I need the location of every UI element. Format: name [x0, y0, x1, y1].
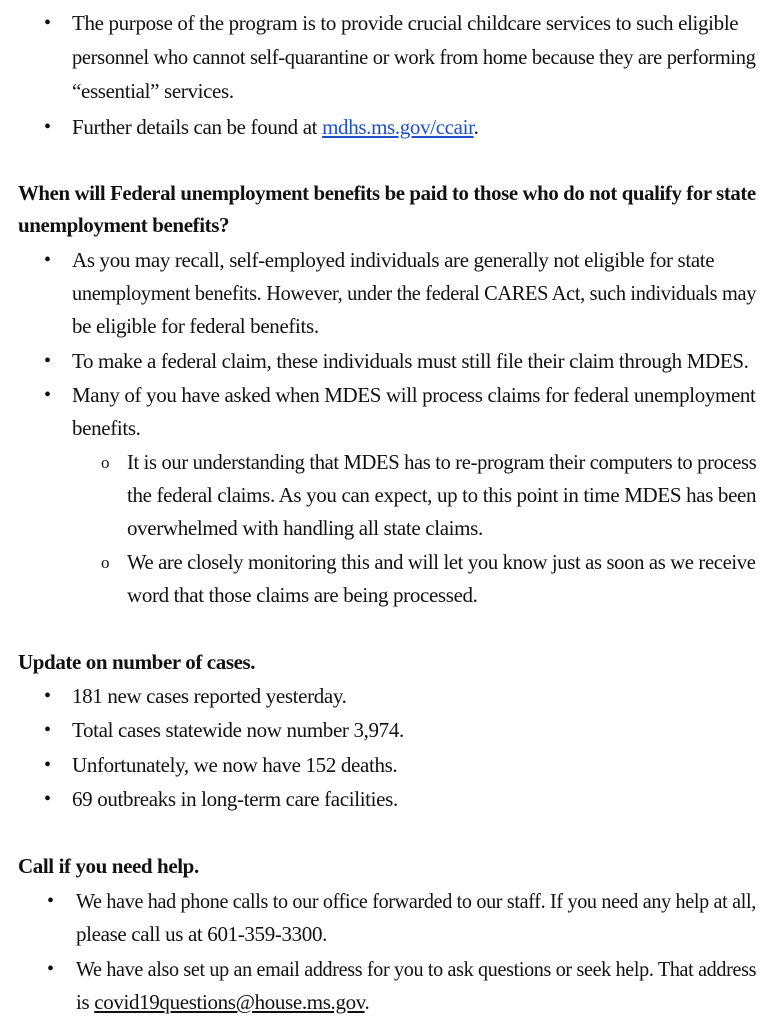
cases-item: Total cases statewide now number 3,974. [72, 718, 404, 742]
childcare-bullet1-line2: personnel who cannot self-quarantine or work from home because they are performing [72, 45, 756, 69]
bullet-marker: • [44, 788, 52, 810]
childcare-bullet2-suffix: . [473, 115, 479, 139]
sub-bullet-marker: o [101, 553, 110, 572]
bullet-marker: • [44, 685, 52, 707]
cases-item: Unfortunately, we now have 152 deaths. [72, 753, 398, 777]
bullet-marker: • [47, 890, 55, 912]
childcare-bullet2 [72, 111, 479, 144]
federal-sub1-line1: It is our understanding that MDES has to re-program their computers to process [127, 450, 757, 474]
cases-heading: Update on number of cases. [18, 650, 256, 674]
federal-sub1-line3: overwhelmed with handling all state claims. [127, 516, 483, 540]
federal-bullet3-line2: benefits. [72, 416, 141, 440]
bullet-marker: • [44, 754, 52, 776]
bullet-marker: • [44, 384, 52, 406]
federal-bullet1-line3: be eligible for federal benefits. [72, 314, 319, 338]
help-bullet1-line1: We have had phone calls to our office forwarded to our staff. If you need any help at all, [76, 889, 756, 913]
federal-heading-line1: When will Federal unemployment benefits be paid to those who do not qualify for state [18, 181, 756, 205]
email-link[interactable]: covid19questions@house.ms.gov [94, 990, 365, 1014]
bullet-marker: • [44, 249, 52, 271]
bullet-marker: • [44, 12, 52, 34]
help-bullet2-line2 [76, 986, 369, 1019]
ccair-link[interactable]: mdhs.ms.gov/ccair [322, 115, 474, 139]
federal-bullet1-line2: unemployment benefits. However, under the federal CARES Act, such individuals may [72, 281, 757, 305]
cases-item: 69 outbreaks in long-term care facilities. [72, 787, 398, 811]
federal-sub2-line2: word that those claims are being processed. [127, 583, 478, 607]
bullet-marker: • [44, 719, 52, 741]
help-bullet2-line1: We have also set up an email address for you to ask questions or seek help. That address [76, 957, 757, 981]
federal-bullet1-line1: As you may recall, self-employed individuals are generally not eligible for state [72, 248, 715, 272]
sub-bullet-marker: o [101, 453, 110, 472]
childcare-bullet1-line1: The purpose of the program is to provide crucial childcare services to such eligible [72, 11, 739, 35]
bullet-marker: • [47, 958, 55, 980]
cases-item: 181 new cases reported yesterday. [72, 684, 347, 708]
help-bullet2-prefix: is [76, 990, 95, 1014]
help-bullet1-line2: please call us at 601-359-3300. [76, 922, 327, 946]
bullet-marker: • [44, 116, 52, 138]
childcare-bullet1-line3: “essential” services. [72, 79, 234, 103]
federal-sub2-line1: We are closely monitoring this and will let you know just as soon as we receive [127, 550, 756, 574]
childcare-bullet2-prefix: Further details can be found at [72, 115, 323, 139]
federal-sub1-line2: the federal claims. As you can expect, up to this point in time MDES has been [127, 483, 757, 507]
bullet-marker: • [44, 350, 52, 372]
help-bullet2-suffix: . [364, 990, 370, 1014]
help-heading: Call if you need help. [18, 854, 199, 878]
federal-bullet3-line1: Many of you have asked when MDES will process claims for federal unemployment [72, 383, 756, 407]
federal-heading-line2: unemployment benefits? [18, 213, 230, 237]
federal-bullet2-line1: To make a federal claim, these individuals must still file their claim through MDES. [72, 349, 749, 373]
